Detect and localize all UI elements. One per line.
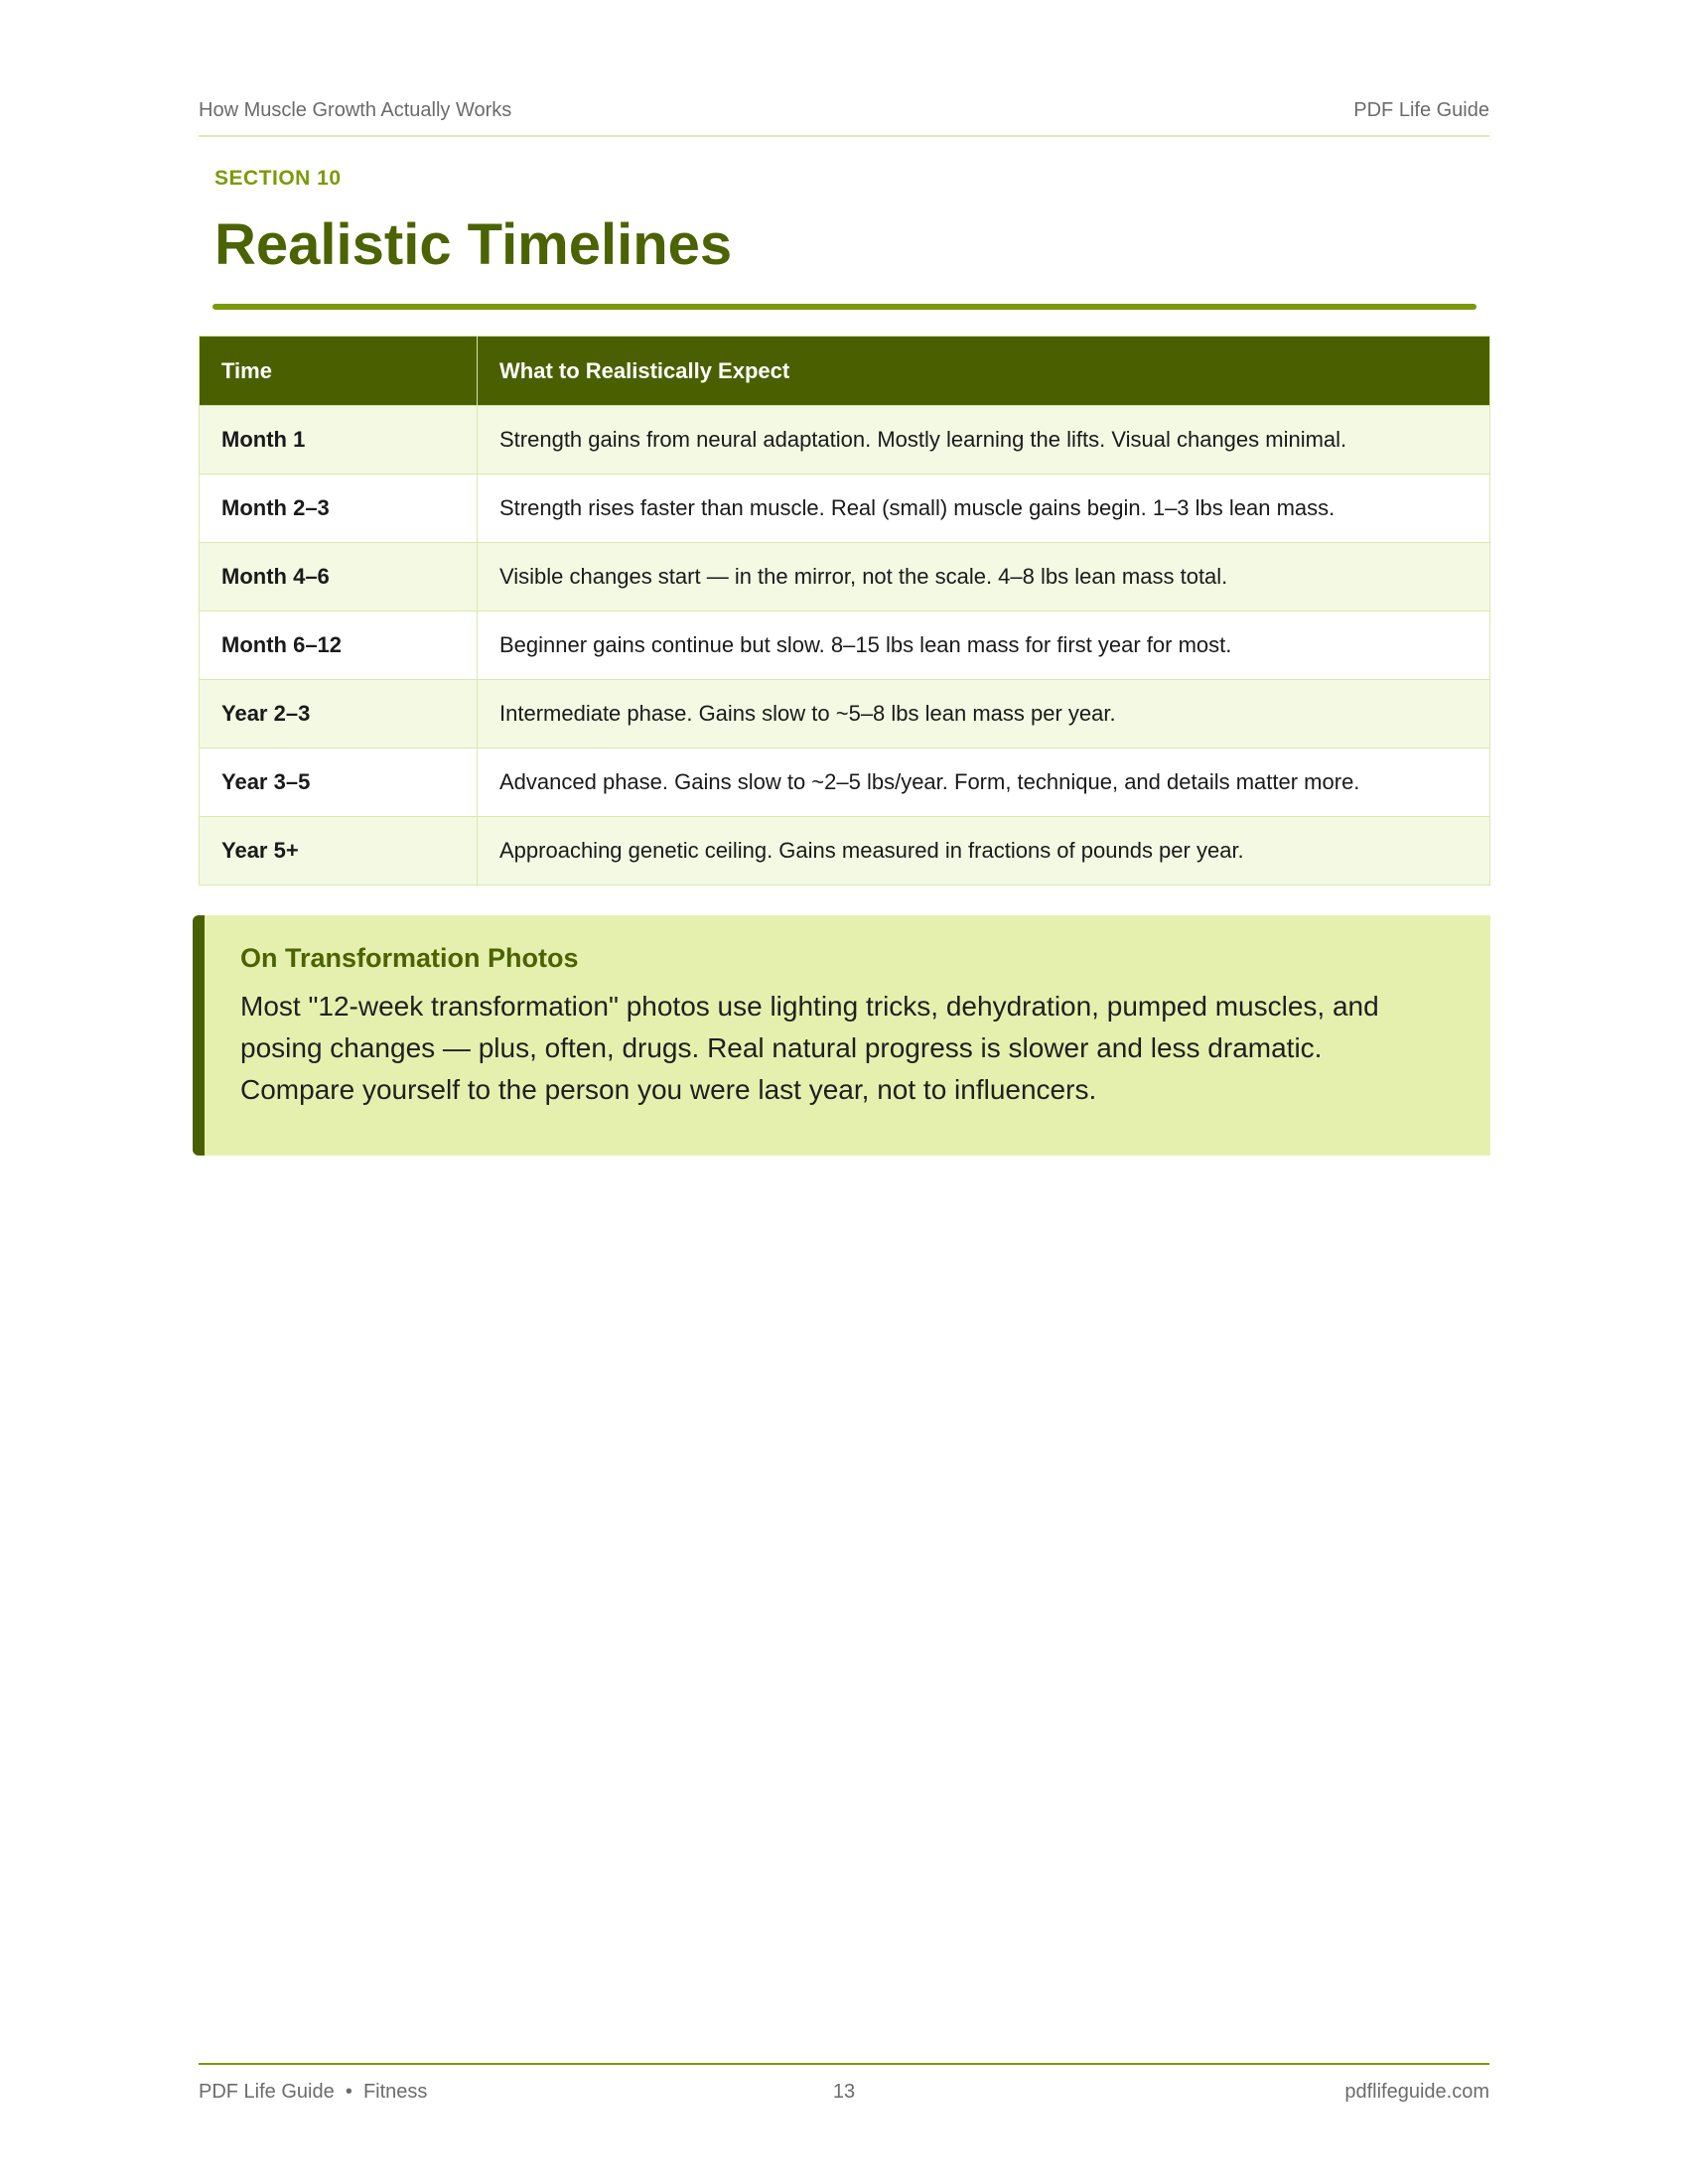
- table-row: [200, 817, 1490, 886]
- table-row: [200, 612, 1490, 680]
- expect-cell: Strength rises faster than muscle. Real (small) muscle gains begin. 1–3 lbs lean mass.: [478, 475, 1490, 543]
- time-cell: Year 3–5: [200, 749, 478, 817]
- table-header-row: [200, 337, 1490, 406]
- expect-cell: Strength gains from neural adaptation. Mostly learning the lifts. Visual changes minimal.: [478, 406, 1490, 475]
- time-cell: Month 6–12: [200, 612, 478, 680]
- footer-left: PDF Life Guide • Fitness: [199, 2081, 428, 2103]
- page-number: 13: [832, 2081, 856, 2103]
- column-header-expect: What to Realistically Expect: [478, 337, 1490, 406]
- table-row: [200, 406, 1490, 475]
- section-label: SECTION 10: [214, 167, 342, 190]
- table-row: [200, 680, 1490, 749]
- page-title: Realistic Timelines: [214, 212, 733, 277]
- header-brand: PDF Life Guide: [1353, 99, 1489, 121]
- table-row: [200, 475, 1490, 543]
- expect-cell: Approaching genetic ceiling. Gains measured in fractions of pounds per year.: [478, 817, 1490, 886]
- callout-box: [193, 915, 1490, 1156]
- time-cell: Month 2–3: [200, 475, 478, 543]
- title-divider: [212, 304, 1477, 310]
- table-row: [200, 543, 1490, 612]
- time-cell: Month 4–6: [200, 543, 478, 612]
- expect-cell: Advanced phase. Gains slow to ~2–5 lbs/year. Form, technique, and details matter more.: [478, 749, 1490, 817]
- callout-title: On Transformation Photos: [240, 943, 579, 973]
- expect-cell: Beginner gains continue but slow. 8–15 lbs lean mass for first year for most.: [478, 612, 1490, 680]
- column-header-time: Time: [200, 337, 478, 406]
- expect-cell: Visible changes start — in the mirror, not the scale. 4–8 lbs lean mass total.: [478, 543, 1490, 612]
- table-row: [200, 749, 1490, 817]
- expect-cell: Intermediate phase. Gains slow to ~5–8 lbs lean mass per year.: [478, 680, 1490, 749]
- footer-website: pdflifeguide.com: [1344, 2081, 1489, 2103]
- header-document-title: How Muscle Growth Actually Works: [199, 99, 512, 121]
- callout-body: Most "12-week transformation" photos use lighting tricks, dehydration, pumped muscles, and posing changes — plus, often, drugs. Real natural progress is slower and less dramatic. Compare yourself to the person you were last year, not to influencers.: [240, 991, 1379, 1105]
- time-cell: Month 1: [200, 406, 478, 475]
- time-cell: Year 2–3: [200, 680, 478, 749]
- page-header: [199, 99, 1489, 137]
- time-cell: Year 5+: [200, 817, 478, 886]
- page-footer: [199, 2063, 1489, 2104]
- timeline-table: [199, 336, 1490, 886]
